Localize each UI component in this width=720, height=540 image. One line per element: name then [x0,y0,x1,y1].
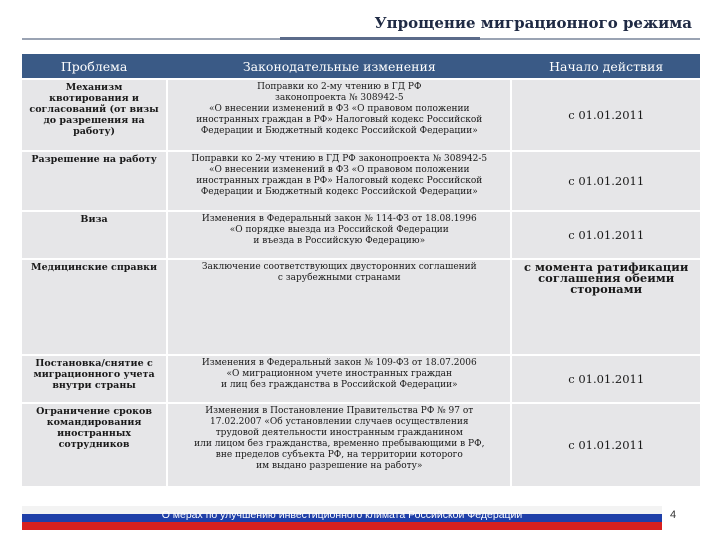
slide-title: Упрощение миграционного режима [374,14,692,32]
cell-changes: Изменения в Федеральный закон № 109-ФЗ от 18.07.2006 «О миграционном учете иностранных граждан и лиц без гражданства в Российской Федерации» [166,356,512,404]
cell-changes: Изменения в Постановление Правительства РФ № 97 от 17.02.2007 «Об установлении случаев осуществления трудовой деятельности иностранным гражданином или лицом без гражданства, временно пребывающими в РФ, вне пределов субъекта РФ, на территории которого им выдано разрешение на работу» [166,404,512,488]
footer-flag-bar [22,506,662,530]
migration-table [22,54,700,488]
cell-changes: Поправки ко 2-му чтению в ГД РФ законопроекта № 308942-5 «О внесении изменений в ФЗ «О правовом положении иностранных граждан в РФ» Налоговый кодекс Российской Федерации и Бюджетный кодекс Российской Федерации» [166,80,512,152]
header-start: Начало действия [512,54,700,80]
cell-problem: Механизм квотирования и согласований (от визы до разрешения на работу) [22,80,166,152]
cell-changes: Заключение соответствующих двусторонних соглашений с зарубежными странами [166,260,512,356]
flag-stripe-red [22,522,662,530]
cell-start: с 01.01.2011 [512,80,700,152]
table-row [22,212,700,260]
cell-problem: Медицинские справки [22,260,166,356]
cell-problem: Постановка/снятие с миграционного учета внутри страны [22,356,166,404]
title-divider-accent [280,37,480,40]
footer-text: О мерах по улучшению инвестиционного климата Российской Федерации [161,509,523,521]
cell-start: с момента ратификации соглашения обеими сторонами [512,260,700,356]
page-number: 4 [670,509,677,521]
header-problem: Проблема [22,54,166,80]
table-row [22,80,700,152]
table-header-row [22,54,700,80]
table-row [22,404,700,488]
cell-problem: Разрешение на работу [22,152,166,212]
cell-problem: Ограничение сроков командирования иностранных сотрудников [22,404,166,488]
cell-problem: Виза [22,212,166,260]
cell-changes: Поправки ко 2-му чтению в ГД РФ законопроекта № 308942-5 «О внесении изменений в ФЗ «О правовом положении иностранных граждан в РФ» Налоговый кодекс Российской Федерации и Бюджетный кодекс Российской Федерации» [166,152,512,212]
cell-changes: Изменения в Федеральный закон № 114-ФЗ от 18.08.1996 «О порядке выезда из Российской Федерации и въезда в Российскую Федерацию» [166,212,512,260]
cell-start: с 01.01.2011 [512,356,700,404]
cell-start: с 01.01.2011 [512,152,700,212]
cell-start: с 01.01.2011 [512,212,700,260]
header-changes: Законодательные изменения [166,54,512,80]
table-row [22,260,700,356]
cell-start: с 01.01.2011 [512,404,700,488]
table-row [22,356,700,404]
table-row [22,152,700,212]
